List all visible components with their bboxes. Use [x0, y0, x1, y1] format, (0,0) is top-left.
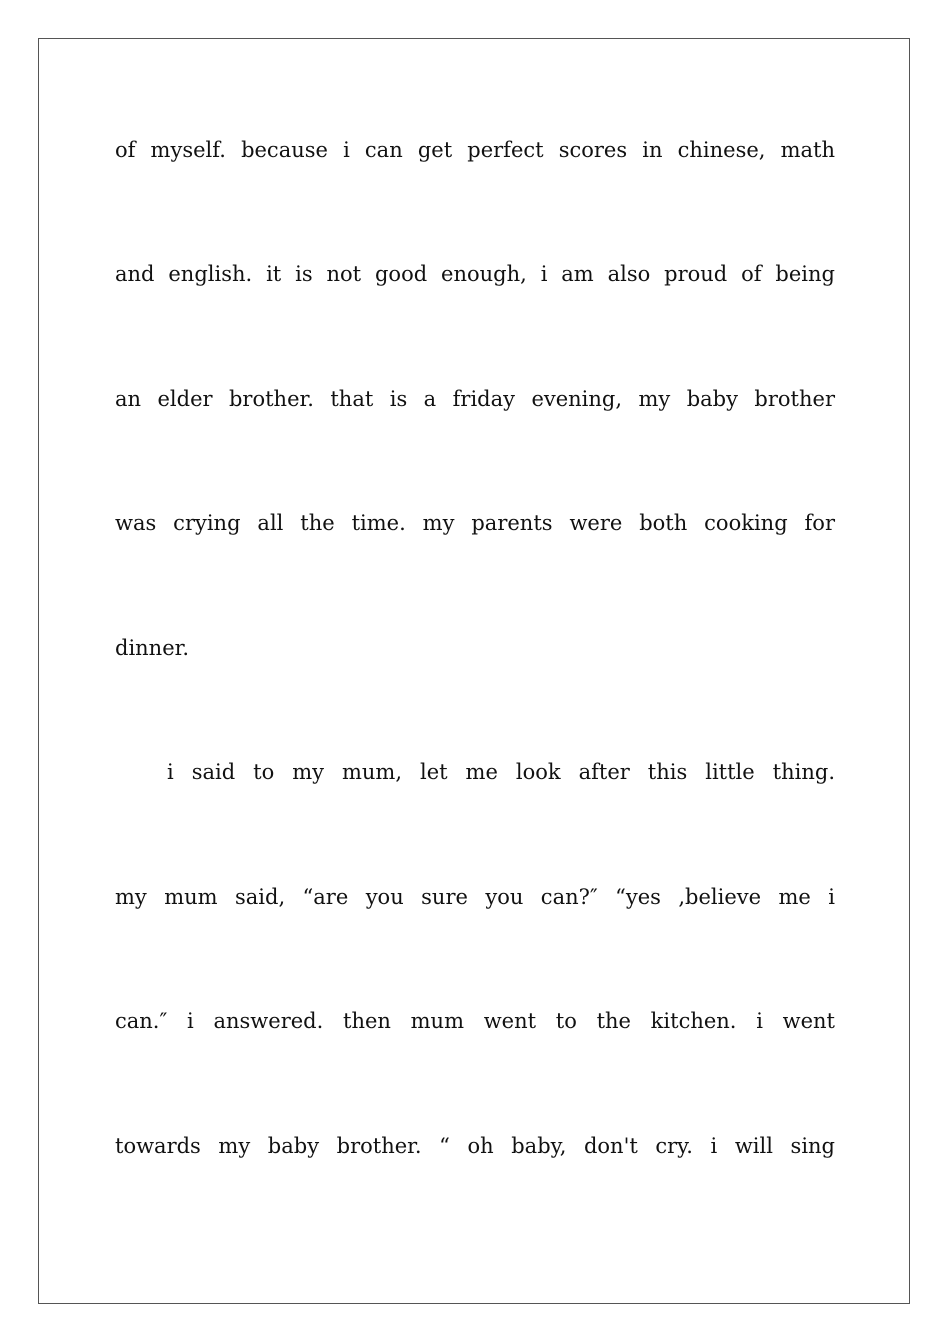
text-line: was crying all the time. my parents were both cooking for	[115, 511, 835, 535]
text-line: my mum said, “are you sure you can?″ “yes ,believe me i	[115, 885, 835, 909]
text-line: towards my baby brother. “ oh baby, don't cry. i will sing	[115, 1134, 835, 1158]
text-line: i said to my mum, let me look after this little thing.	[167, 760, 835, 784]
text-line: and english. it is not good enough, i am also proud of being	[115, 262, 835, 286]
text-line: dinner.	[115, 636, 190, 660]
text-line: an elder brother. that is a friday evening, my baby brother	[115, 387, 835, 411]
page-border	[38, 38, 910, 1304]
text-line: of myself. because i can get perfect scores in chinese, math	[115, 138, 835, 162]
text-line: can.″ i answered. then mum went to the kitchen. i went	[115, 1009, 835, 1033]
